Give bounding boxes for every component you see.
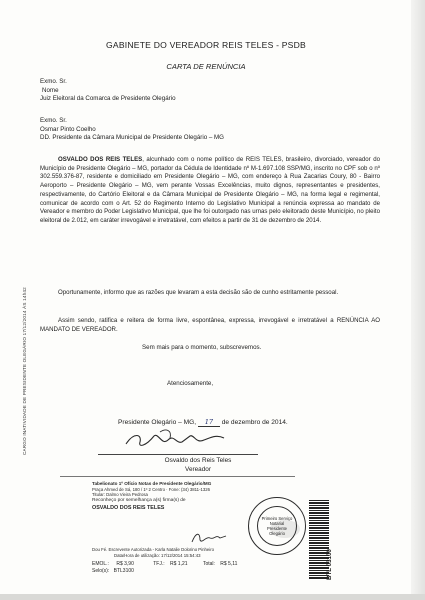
page-edge-right xyxy=(411,0,425,600)
notary-recognition: Reconheço por semelhança a(s) firma(s) de xyxy=(92,497,186,503)
closing-line-1: Sem mais para o momento, subscrevemos. xyxy=(142,344,262,351)
seal-text: Primeiro Serviço Notarial Presidente Olegário xyxy=(261,516,293,536)
tfj-value: R$ 1,21 xyxy=(170,561,188,567)
vertical-protocol-stamp: CARGO INATIVIDADE DE PRESIDENTE OLEGÁRIO 17/12/2014 ÀS 14h42 xyxy=(22,287,27,455)
notary-datetime: Data/Hora de utilização: 17/12/2014 15:54:43 xyxy=(114,552,201,558)
letter-header-title: GABINETE DO VEREADOR REIS TELES - PSDB xyxy=(106,40,306,50)
emol-label: EMOL.: xyxy=(92,561,109,567)
notary-clerk: Dou Fé. Escrevente Autorizada - Karla Natalie Dolorino Pinheiro xyxy=(92,547,215,552)
date-prefix: Presidente Olegário – MG, xyxy=(118,419,197,426)
body-paragraph-3 xyxy=(40,317,380,334)
page-edge-bottom xyxy=(0,594,425,600)
emol-value: R$ 3,90 xyxy=(116,561,134,567)
recipient1-block xyxy=(40,78,176,104)
body-paragraph-3-text: Assim sendo, ratifica e reitera de forma livre, espontânea, expressa, irrevogável e irretratável a RENÚNCIA AO MANDATO DE VEREADOR. xyxy=(40,317,380,333)
recipient1-greeting: Exmo. Sr. xyxy=(40,78,67,85)
tfj-label: TFJ.: xyxy=(153,561,165,567)
notary-office-name: Tabelionato 1º Ofício Notas de Presidente Olegário/MG xyxy=(92,481,212,486)
signatory-role: Vereador xyxy=(185,466,211,473)
fees-block xyxy=(92,561,237,575)
scan-smudge xyxy=(270,520,300,538)
recipient2-name: Osmar Pinto Coelho xyxy=(40,125,96,133)
body-paragraph-1 xyxy=(40,156,380,226)
notary-recognized-name: OSVALDO DOS REIS TELES xyxy=(92,505,165,512)
recipient2-greeting: Exmo. Sr. xyxy=(40,117,67,124)
signature-line xyxy=(98,454,258,455)
selo-label: Selo(s): xyxy=(92,568,110,574)
clerk-signature xyxy=(190,530,230,546)
recipient1-name: Nome xyxy=(42,86,59,94)
notary-address: Praça Ahmed de Sá, 180 / 1º 2 Centro · Fone: (34) 3811-1326 xyxy=(92,486,211,492)
letter-subtitle: CARTA DE RENÚNCIA xyxy=(166,62,246,71)
recipient2-block xyxy=(40,117,224,143)
handwritten-signature xyxy=(120,426,230,454)
divider-line xyxy=(60,476,295,477)
signatory-name: Osvaldo dos Reis Teles xyxy=(164,457,232,464)
body-paragraph-2-text: Oportunamente, informo que as razões que levaram a esta decisão são de cunho estritamente pessoal. xyxy=(58,289,339,296)
body-paragraph-2 xyxy=(40,289,380,298)
closing-line-2: Atenciosamente, xyxy=(167,380,214,387)
recipient1-role: Juiz Eleitoral da Comarca de Presidente Olegário xyxy=(40,95,176,103)
declarant-name: OSVALDO DOS REIS TELES xyxy=(58,156,143,163)
total-value: R$ 5,11 xyxy=(220,561,238,567)
date-suffix: de dezembro de 2014. xyxy=(221,419,288,426)
selo-code-vertical: BTL 03100 xyxy=(326,549,333,580)
notary-stamp-block xyxy=(92,481,211,512)
date-day-handwritten: 17 xyxy=(198,418,220,427)
total-label: Total: xyxy=(202,561,215,567)
selo-value: BTL3100 xyxy=(113,568,134,574)
notary-titular: Titular: Dalmo Vieira Pedrosa xyxy=(92,492,148,498)
body-paragraph-1-text: , alcunhado com o nome político de REIS TELES, brasileiro, divorciado, vereador do Município de Presidente Olegário – MG, portador da Cédula de Identidade nº M-1.697.108 SSP/MG, inscrito no CPF sob o nº 302.559.376-87, residente e domiciliado em Presidente Olegário – MG, com endereço à Rua Zacarias Coury, 80 - Bairro Aeroporto – Presidente Olegário – MG, vem perante Vossas Excelências, muito dignos, representantes e presidentes, respectivamente, do Cartório Eleitoral e da Câmara Municipal de Presidente Olegário – MG, na forma legal e regimental, comunicar de acordo com o Art. 52 do Regimento Interno do Legislativo Municipal a renúncia expressa ao mandato de Vereador e membro do Poder Legislativo Municipal, que lhe foi outorgado nas urnas pelo eleitorado deste Município, no pleito eleitoral de 2.012, em caráter irrevogável e irretratável, com efeitos a partir de 31 de dezembro de 2014. xyxy=(40,156,380,224)
notary-authorization xyxy=(92,547,214,558)
recipient2-role: DD. Presidente da Câmara Municipal de Presidente Olegário – MG xyxy=(40,134,224,142)
